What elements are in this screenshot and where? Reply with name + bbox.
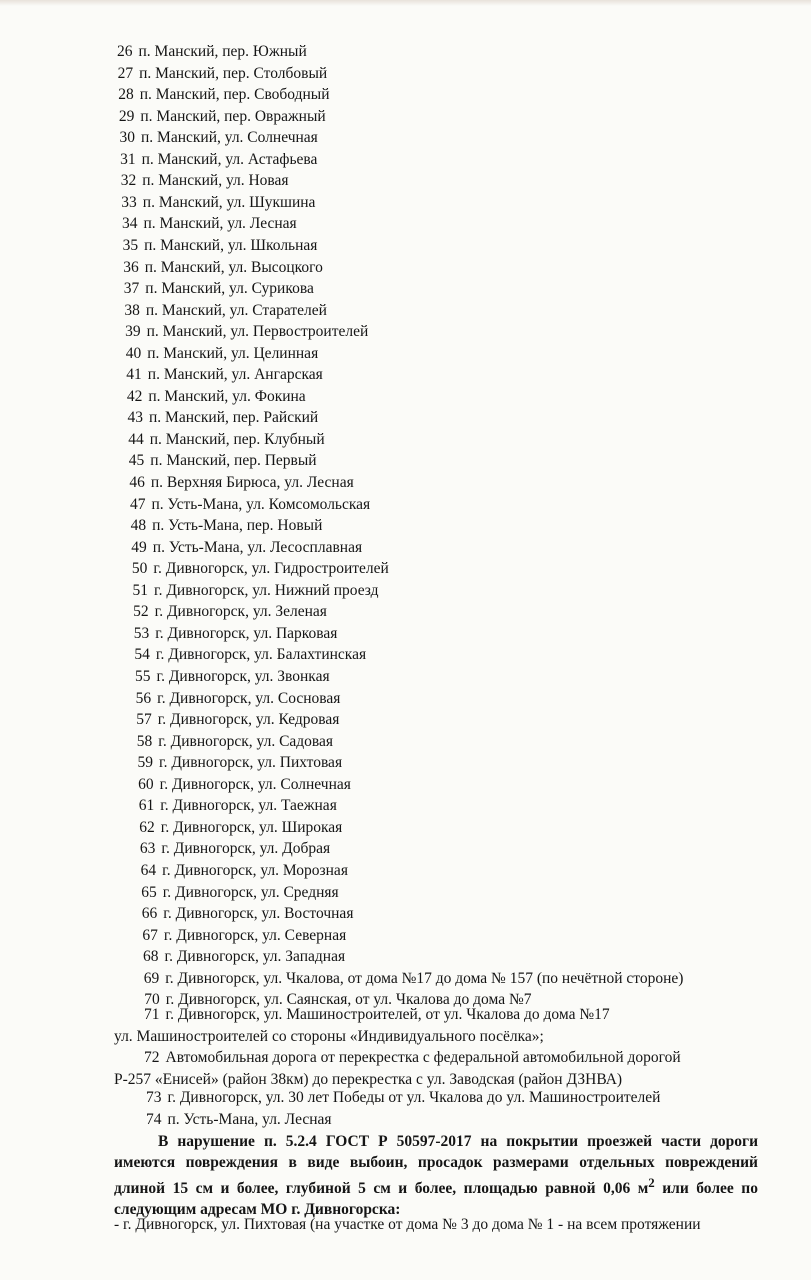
list-item-71: 71 г. Дивногорск, ул. Машиностроителей, от ул. Чкалова до дома №17 ул. Машиностроителей со стороны «Индивидуального посёлка»; [114,1006,610,1045]
item-address: п. Манский, ул. Ангарская [147,366,323,384]
list-item [118,85,329,105]
list-item [139,796,337,816]
item-address: г. Дивногорск, ул. Морозная [162,861,348,879]
item-address: г. Дивногорск, ул. Пихтовая [159,754,343,772]
item-number: 52 [133,603,149,621]
item-address: г. Дивногорск, ул. Добрая [161,840,331,858]
item-number: 44 [128,430,144,448]
list-item [143,947,345,967]
list-item [142,904,354,924]
item-number: 40 [125,344,142,362]
item-number: 50 [131,560,148,578]
item-number: 64 [140,861,157,879]
item-address: п. Манский, ул. Сурикова [145,280,314,298]
list-item-74: 74 п. Усть-Мана, ул. Лесная [146,1111,332,1128]
item-address: г. Дивногорск, ул. Восточная [163,905,354,922]
list-item [120,150,317,170]
item-number: 38 [124,301,140,319]
list-item [122,214,297,234]
item-address: п. Манский, пер. Райский [149,409,319,427]
item-address: г. Дивногорск, ул. Солнечная [159,775,351,793]
list-item [129,451,317,471]
item-address: г. Дивногорск, ул. Зеленая [154,603,327,621]
item-address: п. Манский, пер. Клубный [149,430,325,448]
list-item [124,279,314,299]
item-address: г. Дивногорск, ул. Нижний проезд [154,581,379,599]
item-number: 35 [122,237,139,254]
item-number: 60 [138,775,154,793]
list-item [130,495,370,515]
item-address: г. Дивногорск, ул. Широкая [160,818,343,836]
item-address: п. Манский, пер. Столбовый [139,64,328,82]
list-item [133,581,379,601]
list-item [120,128,318,148]
item-address: г. Дивногорск, ул. Средняя [162,883,339,901]
item-address: п. Усть-Мана, ул. Комсомольская [151,495,371,513]
item-address: п. Манский, ул. Фокина [148,387,306,405]
item-address: п. Манский, ул. Первостроителей [146,323,369,341]
list-item [132,559,389,579]
list-item [126,344,319,364]
item-address: г. Дивногорск, ул. Парковая [155,624,338,642]
item-number: 65 [141,883,157,901]
list-item [131,538,362,558]
list-item [136,710,339,730]
list-item [141,883,338,903]
item-address: г. Дивногорск, ул. Саянская, от ул. Чкалова до дома №7 [165,991,532,1009]
list-item [142,926,346,946]
list-item [138,753,343,773]
item-address: п. Манский, ул. Новая [142,172,289,190]
item-number: 30 [119,129,135,147]
list-item [139,818,342,838]
list-item [119,107,326,127]
item-number: 59 [137,754,153,772]
item-address: п. Манский, ул. Старателей [145,301,327,319]
list-item [127,387,306,407]
list-item [128,408,319,428]
item-number: 29 [118,107,135,125]
item-number: 49 [131,538,147,556]
item-number: 41 [126,366,142,384]
item-number: 46 [129,474,145,491]
list-item [138,775,351,795]
list-item [128,430,324,450]
list-item [123,258,323,278]
item-address: п. Манский, ул. Шукшина [142,193,316,211]
item-address: п. Манский, пер. Первый [150,452,317,470]
list-item [136,689,341,709]
item-number: 28 [118,86,134,104]
list-item [129,473,353,493]
item-number: 51 [132,581,148,599]
item-number: 37 [123,280,140,298]
list-item [124,301,327,321]
list-item [131,516,323,536]
list-item [134,624,338,644]
item-number: 69 [143,969,160,987]
list-item-72: 72 Автомобильная дорога от перекрестка с федеральной автомобильной дорогой Р-257 «Енисей» (район 38км) до перекрестка с ул. Заводская (район ДЗНВА) [114,1049,681,1088]
item-address: г. Дивногорск, ул. Западная [164,948,346,966]
item-number: 36 [123,258,139,276]
item-address: г. Дивногорск, ул. Чкалова, от дома №17 до дома № 157 (по нечётной стороне) [165,969,684,987]
list-item [140,839,330,859]
item-address: п. Усть-Мана, ул. Лесосплавная [152,538,363,556]
item-number: 57 [136,711,152,729]
item-number: 32 [120,172,137,190]
item-number: 33 [121,193,137,211]
item-address: г. Дивногорск, ул. Северная [163,926,347,944]
list-item [133,602,327,622]
item-number: 27 [117,64,134,82]
item-address: п. Манский, пер. Овражный [140,107,326,125]
list-item [117,42,307,62]
item-address: п. Манский, ул. Солнечная [141,129,318,147]
item-address: г. Дивногорск, ул. Кедровая [157,711,340,729]
item-address: п. Усть-Мана, пер. Новый [152,517,323,535]
list-item [134,645,366,665]
item-address: г. Дивногорск, ул. Сосновая [157,689,341,707]
item-number: 61 [138,797,155,815]
item-number: 66 [141,905,158,922]
item-number: 43 [127,409,143,427]
item-number: 47 [130,495,146,513]
item-number: 63 [139,840,156,858]
item-address: п. Манский, ул. Высоцкого [144,258,323,276]
item-number: 70 [144,991,160,1009]
item-address: п. Манский, ул. Целинная [147,344,319,362]
item-number: 58 [136,732,153,750]
list-item [121,171,289,191]
list-item [125,322,368,342]
item-number: 48 [130,517,147,535]
item-number: 54 [134,646,150,664]
item-address: п. Манский, пер. Свободный [139,86,330,104]
item-address: п. Манский, ул. Астафьева [141,150,318,168]
item-number: 56 [135,689,152,707]
item-number: 26 [117,43,133,60]
item-number: 67 [142,926,158,944]
item-number: 45 [128,452,145,470]
list-item [137,732,333,752]
item-number: 39 [125,323,141,341]
page-edge [0,0,811,6]
list-item [126,365,322,385]
item-address: г. Дивногорск, ул. Звонкая [156,668,330,685]
item-address: г. Дивногорск, ул. Балахтинская [155,646,367,664]
item-address: п. Манский, ул. Школьная [144,237,318,254]
list-item [121,193,315,213]
address-line: - г. Дивногорск, ул. Пихтовая (на участке от дома № 3 до дома № 1 - на всем протяжении [114,1216,701,1233]
list-item [144,969,684,989]
item-address: п. Верхняя Бирюса, ул. Лесная [150,474,354,491]
item-address: п. Манский, пер. Южный [138,43,307,60]
list-item [141,861,348,881]
item-number: 62 [139,818,155,836]
item-address: п. Манский, ул. Лесная [143,215,297,233]
list-item [135,667,330,687]
item-number: 42 [126,387,143,405]
item-address: г. Дивногорск, ул. Гидростроителей [153,560,389,578]
item-number: 55 [135,668,151,685]
list-item [123,236,318,256]
item-number: 31 [120,150,136,168]
item-number: 34 [122,215,138,233]
violation-paragraph: В нарушение п. 5.2.4 ГОСТ Р 50597-2017 на покрытии проезжей части дороги имеются повреждения в виде выбоин, просадок размерами отдельных повреждений длиной 15 см и более, глубиной 5 см и более, площадью равной 0,06 $м^2$ или более по следующим адресам МО г. Дивногорска: [114,1133,758,1218]
item-address: г. Дивногорск, ул. Таежная [160,797,337,815]
item-address: г. Дивногорск, ул. Садовая [158,732,334,750]
item-number: 68 [143,948,159,966]
list-item [118,64,328,84]
list-item-73: 73 г. Дивногорск, ул. 30 лет Победы от ул. Чкалова до ул. Машиностроителей [146,1089,661,1106]
item-number: 53 [133,624,150,642]
